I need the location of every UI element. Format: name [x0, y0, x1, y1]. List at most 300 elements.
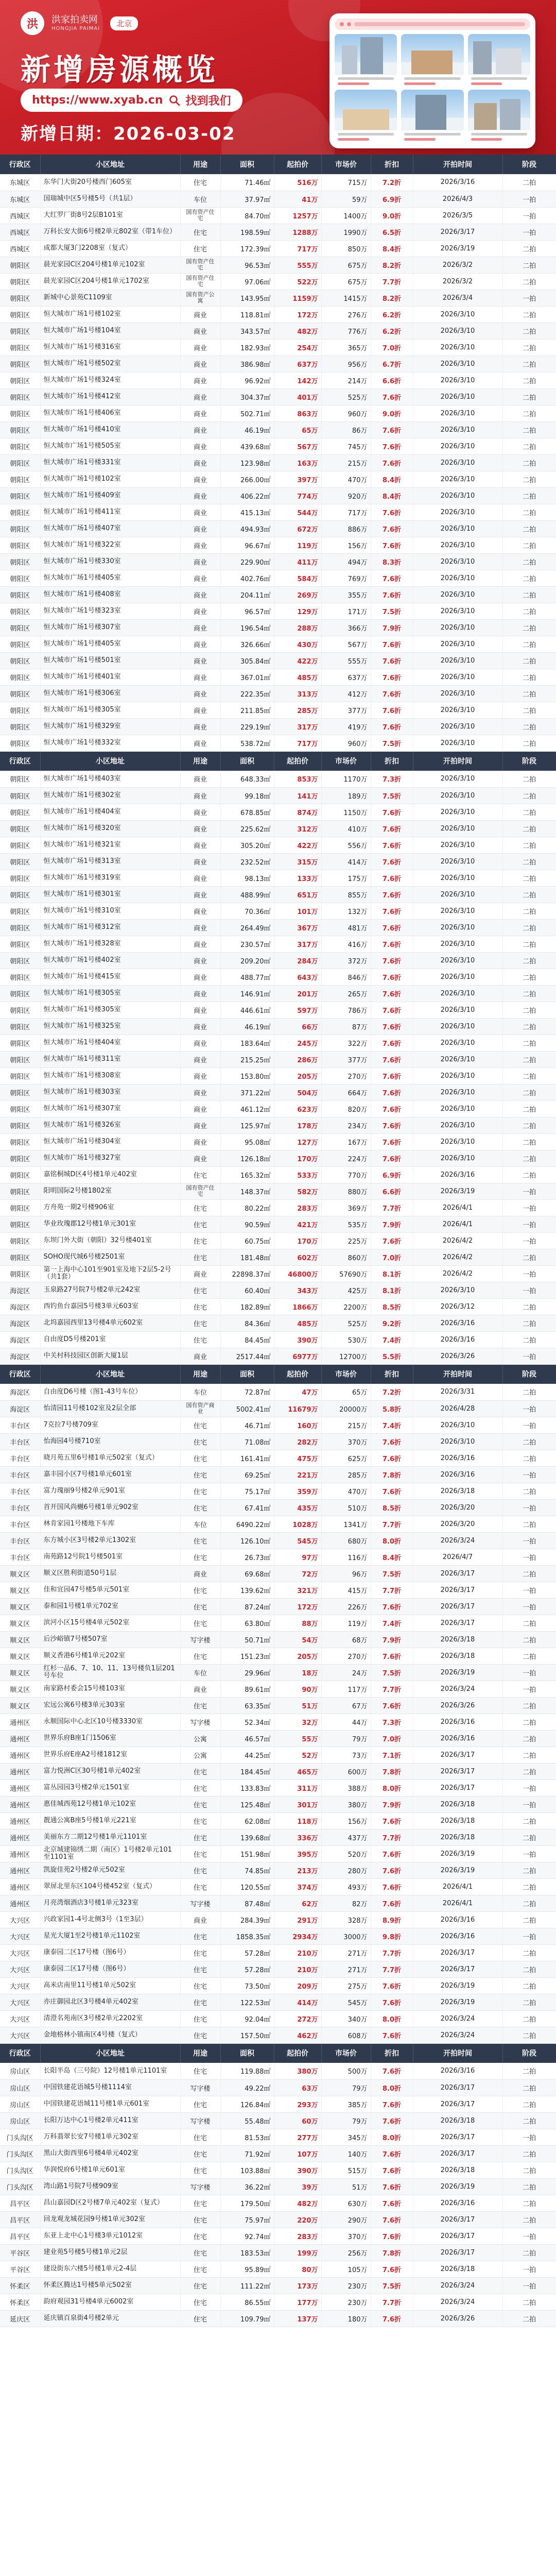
cell-market-price: 920万	[321, 487, 371, 504]
table-row[interactable]	[0, 652, 556, 669]
table-row[interactable]	[0, 1348, 556, 1364]
column-header[interactable]: 市场价	[321, 2043, 371, 2063]
table-row[interactable]	[0, 240, 556, 257]
cell-round: 二拍	[502, 1002, 556, 1018]
column-header[interactable]: 市场价	[321, 155, 371, 174]
cell-round: 一拍	[502, 1282, 556, 1298]
cell-area: 648.33㎡	[220, 771, 274, 787]
brand-sub: HONGJIA PAIMAI	[51, 25, 100, 31]
table-row[interactable]	[0, 2010, 556, 2027]
table-row[interactable]	[0, 903, 556, 919]
table-row[interactable]	[0, 553, 556, 570]
table-row[interactable]	[0, 1483, 556, 1499]
column-header[interactable]: 起拍价	[274, 2043, 321, 2063]
cell-district: 朝阳区	[0, 372, 40, 388]
cell-round: 二拍	[502, 702, 556, 718]
table-row[interactable]	[0, 1780, 556, 1796]
table-row[interactable]	[0, 1911, 556, 1928]
table-row[interactable]	[0, 1565, 556, 1582]
table-row[interactable]	[0, 2162, 556, 2178]
column-header[interactable]: 折扣	[371, 1364, 413, 1384]
table-row[interactable]	[0, 619, 556, 636]
cell-address: 恒大城市广场1号楼319室	[40, 870, 180, 886]
column-header[interactable]: 阶段	[502, 751, 556, 771]
cell-market-price: 630万	[321, 2195, 371, 2211]
table-row[interactable]	[0, 1961, 556, 1977]
cell-usage: 住宅	[180, 1249, 220, 1265]
table-row[interactable]	[0, 586, 556, 603]
cell-usage: 商业	[180, 1018, 220, 1035]
table-row[interactable]	[0, 570, 556, 586]
table-row[interactable]	[0, 952, 556, 969]
cell-discount: 6.7折	[371, 355, 413, 372]
cell-market-price: 770万	[321, 1166, 371, 1183]
table-row[interactable]	[0, 1018, 556, 1035]
table-row[interactable]	[0, 306, 556, 323]
cell-market-price: 525万	[321, 1315, 371, 1331]
cell-discount: 6.6折	[371, 372, 413, 388]
cell-round: 二拍	[502, 2027, 556, 2043]
column-header[interactable]: 小区地址	[40, 1364, 180, 1384]
cell-district: 怀柔区	[0, 2294, 40, 2310]
table-row[interactable]	[0, 771, 556, 787]
table-row[interactable]	[0, 1697, 556, 1714]
column-header[interactable]: 面积	[220, 1364, 274, 1384]
cell-start-price: 422万	[274, 837, 321, 853]
column-header[interactable]: 开拍时间	[413, 155, 502, 174]
table-row[interactable]	[0, 936, 556, 952]
table-row[interactable]	[0, 1549, 556, 1565]
cell-start-price: 88万	[274, 1615, 321, 1631]
table-row[interactable]	[0, 487, 556, 504]
cell-area: 305.84㎡	[220, 652, 274, 669]
cell-start-price: 315万	[274, 853, 321, 870]
column-header[interactable]: 市场价	[321, 1364, 371, 1384]
table-row[interactable]	[0, 207, 556, 224]
cell-start-price: 291万	[274, 1911, 321, 1928]
cell-auction-date: 2026/3/10	[413, 919, 502, 936]
cell-address: 昌山嘉园D区2号楼7单元402室（复式）	[40, 2195, 180, 2211]
table-row[interactable]	[0, 323, 556, 339]
cell-discount: 7.0折	[371, 1249, 413, 1265]
column-header[interactable]: 小区地址	[40, 2043, 180, 2063]
table-row[interactable]	[0, 1084, 556, 1100]
table-row[interactable]	[0, 174, 556, 191]
new-date: 新增日期：2026-03-02	[21, 124, 236, 144]
table-row[interactable]	[0, 820, 556, 837]
brand-name-text: 洪家拍卖网	[51, 14, 98, 26]
column-header[interactable]: 折扣	[371, 2043, 413, 2063]
cell-area: 57.28㎡	[220, 1944, 274, 1961]
cell-district: 大兴区	[0, 1911, 40, 1928]
column-header[interactable]: 阶段	[502, 155, 556, 174]
site-url[interactable]: https://www.xyab.cn	[32, 94, 163, 107]
table-row[interactable]	[0, 273, 556, 290]
table-row[interactable]	[0, 1298, 556, 1315]
table-row[interactable]	[0, 1895, 556, 1911]
cell-start-price: 462万	[274, 2027, 321, 2043]
cell-area: 46.71㎡	[220, 1417, 274, 1433]
table-row[interactable]	[0, 1648, 556, 1664]
column-header[interactable]: 折扣	[371, 751, 413, 771]
cell-round: 二拍	[502, 1067, 556, 1084]
cell-usage: 商业	[180, 685, 220, 702]
table-row[interactable]	[0, 2310, 556, 2327]
cell-auction-date: 2026/3/10	[413, 936, 502, 952]
cell-usage: 住宅	[180, 1483, 220, 1499]
table-row[interactable]	[0, 1466, 556, 1483]
column-header[interactable]: 阶段	[502, 2043, 556, 2063]
column-header[interactable]: 面积	[220, 2043, 274, 2063]
table-row[interactable]	[0, 1845, 556, 1862]
table-row[interactable]	[0, 504, 556, 520]
cell-round: 二拍	[502, 1433, 556, 1450]
cell-district: 海淀区	[0, 1348, 40, 1364]
column-header[interactable]: 行政区	[0, 751, 40, 771]
cell-market-price: 769万	[321, 570, 371, 586]
column-header[interactable]: 开拍时间	[413, 2043, 502, 2063]
cell-address: 成都大厦3门2208室（复式）	[40, 240, 180, 257]
table-row[interactable]	[0, 735, 556, 751]
table-row[interactable]	[0, 2027, 556, 2043]
column-header[interactable]: 起拍价	[274, 751, 321, 771]
cell-auction-date: 2026/3/16	[413, 1315, 502, 1331]
cell-usage: 商业	[180, 1117, 220, 1133]
cell-discount: 7.6折	[371, 1598, 413, 1615]
table-row[interactable]	[0, 454, 556, 471]
table-row[interactable]	[0, 1796, 556, 1812]
column-header[interactable]: 市场价	[321, 751, 371, 771]
listing-table	[0, 155, 556, 2327]
cell-discount: 9.8折	[371, 1928, 413, 1944]
column-header[interactable]: 起拍价	[274, 155, 321, 174]
cell-usage: 住宅	[180, 1282, 220, 1298]
table-row[interactable]	[0, 1199, 556, 1216]
table-row[interactable]	[0, 886, 556, 903]
cell-start-price: 390万	[274, 2162, 321, 2178]
table-row[interactable]	[0, 804, 556, 820]
table-row[interactable]	[0, 837, 556, 853]
cell-district: 朝阳区	[0, 820, 40, 837]
table-row[interactable]	[0, 2294, 556, 2310]
table-row[interactable]	[0, 1232, 556, 1249]
table-row[interactable]	[0, 1433, 556, 1450]
table-row[interactable]	[0, 339, 556, 355]
table-row[interactable]	[0, 2129, 556, 2145]
listing-thumb	[401, 34, 463, 86]
table-row[interactable]	[0, 1150, 556, 1166]
cell-district: 海淀区	[0, 1315, 40, 1331]
table-row[interactable]	[0, 919, 556, 936]
cell-area: 439.68㎡	[220, 438, 274, 454]
cell-auction-date: 2026/3/16	[413, 2063, 502, 2079]
cell-market-price: 65万	[321, 1384, 371, 1400]
column-header[interactable]: 开拍时间	[413, 1364, 502, 1384]
column-header[interactable]: 阶段	[502, 1364, 556, 1384]
table-row[interactable]	[0, 1499, 556, 1516]
cell-start-price: 643万	[274, 969, 321, 985]
table-row[interactable]	[0, 603, 556, 619]
cell-round: 二拍	[502, 919, 556, 936]
table-row[interactable]	[0, 1631, 556, 1648]
table-row[interactable]	[0, 2277, 556, 2294]
table-row[interactable]	[0, 405, 556, 421]
cell-auction-date: 2026/3/10	[413, 903, 502, 919]
cell-start-price: 201万	[274, 985, 321, 1002]
column-header[interactable]: 用途	[180, 1364, 220, 1384]
cell-round: 一拍	[502, 1265, 556, 1282]
cell-area: 165.32㎡	[220, 1166, 274, 1183]
table-row[interactable]	[0, 2244, 556, 2261]
cell-round: 二拍	[502, 2244, 556, 2261]
table-row[interactable]	[0, 1315, 556, 1331]
table-row[interactable]	[0, 985, 556, 1002]
table-row[interactable]	[0, 471, 556, 487]
cell-area: 2517.44㎡	[220, 1348, 274, 1364]
cell-usage: 住宅	[180, 2145, 220, 2162]
table-row[interactable]	[0, 2261, 556, 2277]
column-header[interactable]: 行政区	[0, 155, 40, 174]
cell-discount: 9.0折	[371, 207, 413, 224]
cell-area: 69.25㎡	[220, 1466, 274, 1483]
cell-discount: 7.6折	[371, 1035, 413, 1051]
column-header[interactable]: 用途	[180, 751, 220, 771]
cell-auction-date: 2026/3/17	[413, 1780, 502, 1796]
cell-start-price: 435万	[274, 1499, 321, 1516]
cell-market-price: 377万	[321, 702, 371, 718]
cell-auction-date: 2026/3/24	[413, 1532, 502, 1549]
table-row[interactable]	[0, 1812, 556, 1829]
table-row[interactable]	[0, 870, 556, 886]
cell-discount: 7.6折	[371, 1067, 413, 1084]
table-row[interactable]	[0, 2112, 556, 2129]
column-header[interactable]: 小区地址	[40, 751, 180, 771]
cell-market-price: 365万	[321, 339, 371, 355]
cell-round: 二拍	[502, 1084, 556, 1100]
table-row[interactable]	[0, 1051, 556, 1067]
cell-round: 一拍	[502, 1466, 556, 1483]
table-row[interactable]	[0, 2145, 556, 2162]
table-row[interactable]	[0, 1681, 556, 1697]
table-row[interactable]	[0, 2063, 556, 2079]
cell-market-price: 156万	[321, 537, 371, 553]
cell-market-price: 285万	[321, 1466, 371, 1483]
cell-auction-date: 2026/3/17	[413, 1598, 502, 1615]
table-row[interactable]	[0, 669, 556, 685]
table-row[interactable]	[0, 685, 556, 702]
column-header[interactable]: 开拍时间	[413, 751, 502, 771]
cell-round: 二拍	[502, 1166, 556, 1183]
column-header[interactable]: 小区地址	[40, 155, 180, 174]
table-row[interactable]	[0, 1249, 556, 1265]
city-tag[interactable]: 北京	[110, 16, 138, 30]
cell-round: 一拍	[502, 2277, 556, 2294]
table-row[interactable]	[0, 1878, 556, 1895]
table-row[interactable]	[0, 257, 556, 273]
column-header[interactable]: 面积	[220, 751, 274, 771]
column-header[interactable]: 用途	[180, 155, 220, 174]
table-row[interactable]	[0, 1183, 556, 1199]
table-row[interactable]	[0, 636, 556, 652]
table-row[interactable]	[0, 372, 556, 388]
cell-area: 151.98㎡	[220, 1845, 274, 1862]
table-row[interactable]	[0, 1944, 556, 1961]
cell-market-price: 960万	[321, 735, 371, 751]
column-header[interactable]: 行政区	[0, 1364, 40, 1384]
table-row[interactable]	[0, 1598, 556, 1615]
table-row[interactable]	[0, 1829, 556, 1845]
table-row[interactable]	[0, 2228, 556, 2244]
cell-round: 一拍	[502, 1845, 556, 1862]
table-row[interactable]	[0, 1862, 556, 1878]
cell-round: 二拍	[502, 1895, 556, 1911]
cell-round: 二拍	[502, 520, 556, 537]
table-row[interactable]	[0, 1100, 556, 1117]
table-row[interactable]	[0, 388, 556, 405]
cell-auction-date: 2026/3/19	[413, 2178, 502, 2195]
cell-start-price: 321万	[274, 1582, 321, 1598]
table-row[interactable]	[0, 1714, 556, 1730]
cell-round: 二拍	[502, 870, 556, 886]
find-us-link[interactable]: 找到我们	[185, 95, 231, 108]
table-row[interactable]	[0, 1067, 556, 1084]
table-row[interactable]	[0, 853, 556, 870]
cell-usage: 住宅	[180, 1582, 220, 1598]
cell-auction-date: 2026/3/17	[413, 1582, 502, 1598]
cell-usage: 写字楼	[180, 1631, 220, 1648]
table-row[interactable]	[0, 2195, 556, 2211]
table-row[interactable]	[0, 1417, 556, 1433]
table-row[interactable]	[0, 1615, 556, 1631]
column-header[interactable]: 折扣	[371, 155, 413, 174]
column-header[interactable]: 面积	[220, 155, 274, 174]
table-row[interactable]	[0, 1265, 556, 1282]
cell-address: 顺义区胜利街道50号1层	[40, 1565, 180, 1582]
table-row[interactable]	[0, 520, 556, 537]
table-row[interactable]	[0, 1166, 556, 1183]
cell-address: 富力悦洲C区30号楼1单元402室	[40, 1763, 180, 1780]
cell-round: 二拍	[502, 421, 556, 438]
table-row[interactable]	[0, 1532, 556, 1549]
cell-usage: 住宅	[180, 1499, 220, 1516]
cell-start-price: 283万	[274, 2228, 321, 2244]
table-row[interactable]	[0, 191, 556, 207]
cell-area: 494.93㎡	[220, 520, 274, 537]
cell-market-price: 664万	[321, 1084, 371, 1100]
cell-address: 建业苑5号楼5号楼1单元2层	[40, 2244, 180, 2261]
cell-usage: 住宅	[180, 1417, 220, 1433]
table-row[interactable]	[0, 1133, 556, 1150]
cell-discount: 7.6折	[371, 969, 413, 985]
table-row[interactable]	[0, 702, 556, 718]
table-row[interactable]	[0, 1002, 556, 1018]
cell-start-price: 177万	[274, 2294, 321, 2310]
cell-address: 华润悦府6号楼1单元601室	[40, 2162, 180, 2178]
cell-start-price: 272万	[274, 2010, 321, 2027]
cell-area: 678.85㎡	[220, 804, 274, 820]
table-row[interactable]	[0, 355, 556, 372]
cell-usage: 写字楼	[180, 1714, 220, 1730]
column-header[interactable]: 起拍价	[274, 1364, 321, 1384]
table-row[interactable]	[0, 969, 556, 985]
cell-market-price: 437万	[321, 1829, 371, 1845]
cell-address: 恒大城市广场1号楼401室	[40, 669, 180, 685]
cell-area: 26.73㎡	[220, 1549, 274, 1565]
column-header[interactable]: 用途	[180, 2043, 220, 2063]
cell-district: 通州区	[0, 1878, 40, 1895]
table-row[interactable]	[0, 1977, 556, 1994]
table-row[interactable]	[0, 438, 556, 454]
table-row[interactable]	[0, 1216, 556, 1232]
table-row[interactable]	[0, 1450, 556, 1466]
table-row[interactable]	[0, 290, 556, 306]
table-row[interactable]	[0, 1747, 556, 1763]
table-row[interactable]	[0, 1117, 556, 1133]
cell-area: 62.08㎡	[220, 1812, 274, 1829]
table-row[interactable]	[0, 1928, 556, 1944]
cell-usage: 商业	[180, 837, 220, 853]
table-row[interactable]	[0, 1282, 556, 1298]
cell-address: 林肯家园1号楼地下车库	[40, 1516, 180, 1532]
table-row[interactable]	[0, 1763, 556, 1780]
cell-start-price: 288万	[274, 619, 321, 636]
cell-market-price: 385万	[321, 2096, 371, 2112]
cell-market-price: 412万	[321, 685, 371, 702]
cell-start-price: 312万	[274, 820, 321, 837]
cell-district: 门头沟区	[0, 2178, 40, 2195]
table-row[interactable]	[0, 1730, 556, 1747]
cell-usage: 写字楼	[180, 1895, 220, 1911]
cell-address: 万科长安大街6号楼2单元802室（带1车位）	[40, 224, 180, 240]
cell-area: 49.22㎡	[220, 2079, 274, 2096]
table-row[interactable]	[0, 2178, 556, 2195]
table-row[interactable]	[0, 718, 556, 735]
table-row[interactable]	[0, 537, 556, 553]
cell-address: 恒大城市广场1号楼325室	[40, 1018, 180, 1035]
cell-address: 建设街东六楼5号楼1单元2-4层	[40, 2261, 180, 2277]
cell-start-price: 1159万	[274, 290, 321, 306]
table-row[interactable]	[0, 1384, 556, 1400]
cell-usage: 商业	[180, 787, 220, 804]
site-url-pill[interactable]	[21, 89, 242, 112]
cell-start-price: 482万	[274, 2195, 321, 2211]
table-row[interactable]	[0, 1516, 556, 1532]
table-row[interactable]	[0, 1664, 556, 1681]
table-row[interactable]	[0, 787, 556, 804]
table-row[interactable]	[0, 2096, 556, 2112]
table-row[interactable]	[0, 224, 556, 240]
cell-auction-date: 2026/3/10	[413, 438, 502, 454]
table-row[interactable]	[0, 1994, 556, 2010]
table-row[interactable]	[0, 2079, 556, 2096]
table-row[interactable]	[0, 1035, 556, 1051]
table-row[interactable]	[0, 1582, 556, 1598]
cell-usage: 住宅	[180, 2277, 220, 2294]
table-row[interactable]	[0, 1400, 556, 1417]
table-row[interactable]	[0, 2211, 556, 2228]
cell-round: 二拍	[502, 1648, 556, 1664]
cell-usage: 住宅	[180, 1977, 220, 1994]
cell-start-price: 411万	[274, 553, 321, 570]
cell-market-price: 3000万	[321, 1928, 371, 1944]
table-row[interactable]	[0, 1331, 556, 1348]
cell-round: 二拍	[502, 471, 556, 487]
cell-discount: 7.6折	[371, 1483, 413, 1499]
cell-discount: 7.0折	[371, 339, 413, 355]
table-row[interactable]	[0, 421, 556, 438]
column-header[interactable]: 行政区	[0, 2043, 40, 2063]
cell-district: 通州区	[0, 1763, 40, 1780]
